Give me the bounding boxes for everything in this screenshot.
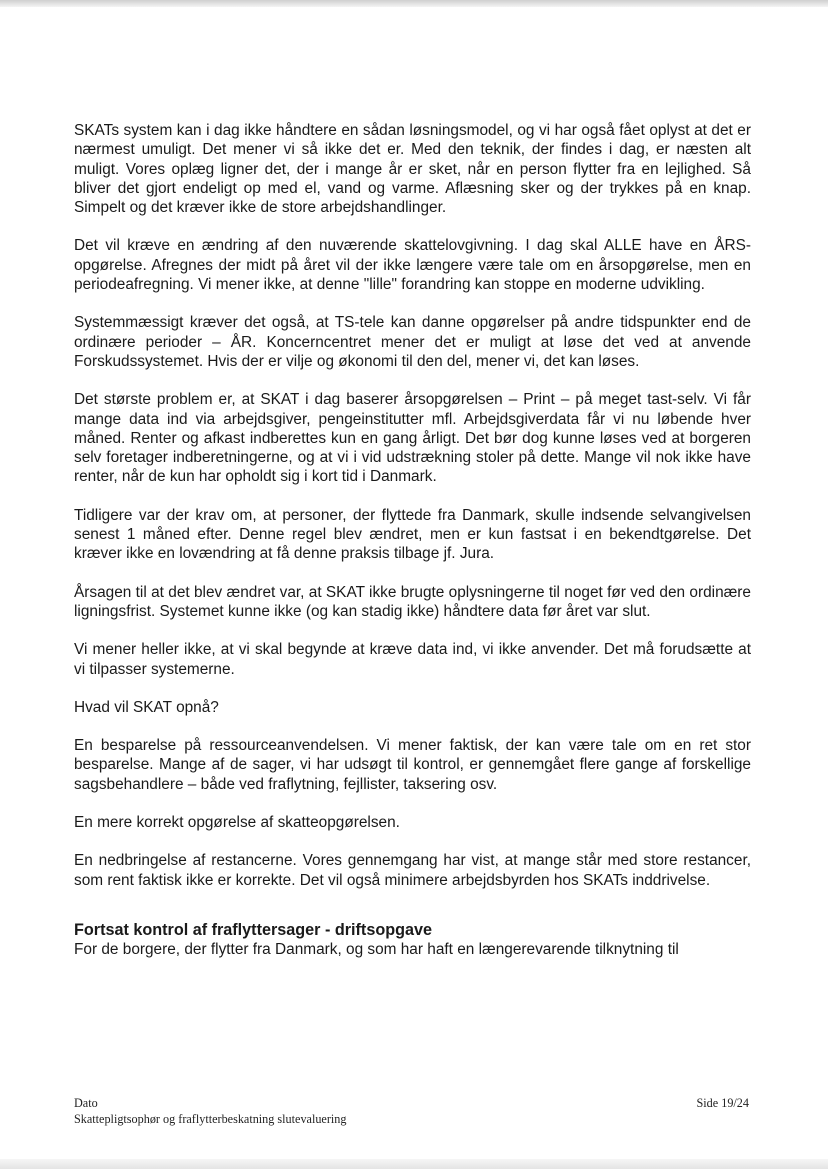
scan-edge-bottom: [0, 1159, 828, 1169]
paragraph-question: Hvad vil SKAT opnå?: [74, 698, 219, 716]
paragraph-reason-for-change: Årsagen til at det blev ændret var, at SKAT ikke brugte oplysningerne til noget før ved den ordinære ligningsfrist. Systemet kunne ikke (og kan stadig ikke) håndtere data før året var slut.: [74, 583, 751, 620]
paragraph-system-requirements: Systemmæssigt kræver det også, at TS-tele kan danne opgørelser på andre tidspunkter end de ordinære perioder – ÅR. Koncerncentret mener det er muligt at løse det ved at anvende Forskudssystemet. Hvis der er vilje og økonomi til den del, mener vi, det kan løses.: [74, 314, 751, 370]
section-heading: Fortsat kontrol af fraflyttersager - driftsopgave: [74, 920, 432, 939]
section-intro: For de borgere, der flytter fra Danmark, og som har haft en længerevarende tilknytning til: [74, 940, 679, 958]
scan-edge-top: [0, 0, 828, 7]
paragraph-biggest-problem: Det største problem er, at SKAT i dag baserer årsopgørelsen – Print – på meget tast-selv. Vi får mange data ind via arbejdsgiver, pengeinstitutter mfl. Arbejdsgiverdata får vi nu løbende hver måned. Renter og afkast indberettes kun en gang årligt. Det bør dog kunne løses ved at borgeren selv foretager indberetningerne, og at vi i vid udstrækning stoler på dette. Mange vil nok ikke have renter, når de kun har opholdt sig i kort tid i Danmark.: [74, 391, 751, 486]
paragraph-legislation-change: Det vil kræve en ændring af den nuværende skattelovgivning. I dag skal ALLE have en ÅRS-opgørelse. Afregnes der midt på året vil der ikke længere være tale om en årsopgørelse, men en periodeafregning. Vi mener ikke, at denne "lille" forandring kan stoppe en moderne udvikling.: [74, 237, 751, 294]
footer-document-title: Skattepligtsophør og fraflytterbeskatning slutevaluering: [74, 1112, 347, 1126]
paragraph-arrears: En nedbringelse af restancerne. Vores gennemgang har vist, at mange står med store restancer, som rent faktisk ikke er korrekte. Det vil også minimere arbejdsbyrden hos SKATs inddrivelse.: [74, 852, 751, 889]
paragraph-data-usage: Vi mener heller ikke, at vi skal begynde at kræve data ind, vi ikke anvender. Det må forudsætte at vi tilpasser systemerne.: [74, 641, 751, 678]
paragraph-savings: En besparelse på ressourceanvendelsen. Vi mener faktisk, der kan være tale om en ret stor besparelse. Mange af de sager, vi har udsøgt til kontrol, er gennemgået flere gange af forskellige sagsbehandlere – både ved fraflytning, fejllister, taksering osv.: [74, 737, 751, 793]
page-footer: [74, 1095, 749, 1127]
footer-left-block: [74, 1095, 346, 1127]
footer-date-label: Dato: [74, 1096, 98, 1110]
paragraph-skat-system: SKATs system kan i dag ikke håndtere en sådan løsningsmodel, og vi har også fået oplyst at det er nærmest umuligt. Det mener vi så ikke det er. Med den teknik, der findes i dag, er næsten alt muligt. Vores oplæg ligner det, der i mange år er sket, når en person flytter fra en lejlighed. Så bliver det gjort endeligt op med el, vand og varme. Aflæsning sker og der trykkes på en knap. Simpelt og det kræver ikke de store arbejdshandlinger.: [74, 122, 751, 217]
document-body: [74, 121, 751, 959]
paragraph-correct-statement: En mere korrekt opgørelse af skatteopgørelsen.: [74, 814, 400, 832]
paragraph-previous-requirement: Tidligere var der krav om, at personer, der flyttede fra Danmark, skulle indsende selvangivelsen senest 1 måned efter. Denne regel blev ændret, men er kun fastsat i en bekendtgørelse. Det kræver ikke en lovændring at få denne praksis tilbage jf. Jura.: [74, 506, 751, 563]
footer-page-number: Side 19/24: [696, 1096, 749, 1110]
